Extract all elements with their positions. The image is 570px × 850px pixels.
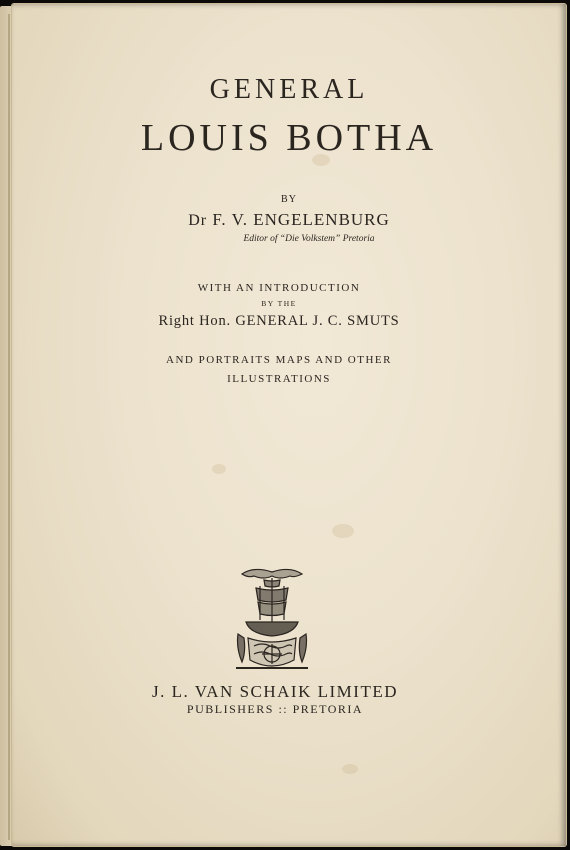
introduction-author: Right Hon. GENERAL J. C. SMUTS: [158, 313, 400, 329]
introduction-line: WITH AN INTRODUCTION: [197, 282, 361, 294]
illustrations-line-2: ILLUSTRATIONS: [227, 373, 331, 385]
ship-emblem-icon: [234, 564, 310, 674]
author-line: [12, 210, 566, 230]
author-name: F. V. ENGELENBURG: [212, 210, 390, 229]
introduction-by: BY THE: [261, 299, 297, 308]
title-page: [12, 4, 566, 846]
publisher-name: J. L. VAN SCHAIK LIMITED: [152, 682, 398, 701]
author-prefix: Dr: [188, 212, 208, 229]
title-line-1: GENERAL: [209, 74, 369, 105]
by-label: BY: [281, 194, 297, 205]
author-role: Editor of “Die Volkstem” Pretoria: [243, 234, 375, 244]
illustrations-line-1: AND PORTRAITS MAPS AND OTHER: [166, 354, 392, 366]
foxing-spot: [332, 524, 354, 538]
foxing-spot: [342, 764, 358, 774]
foxing-spot: [212, 464, 226, 474]
publisher-place: PUBLISHERS :: PRETORIA: [186, 702, 364, 716]
title-line-2: LOUIS BOTHA: [140, 117, 438, 159]
